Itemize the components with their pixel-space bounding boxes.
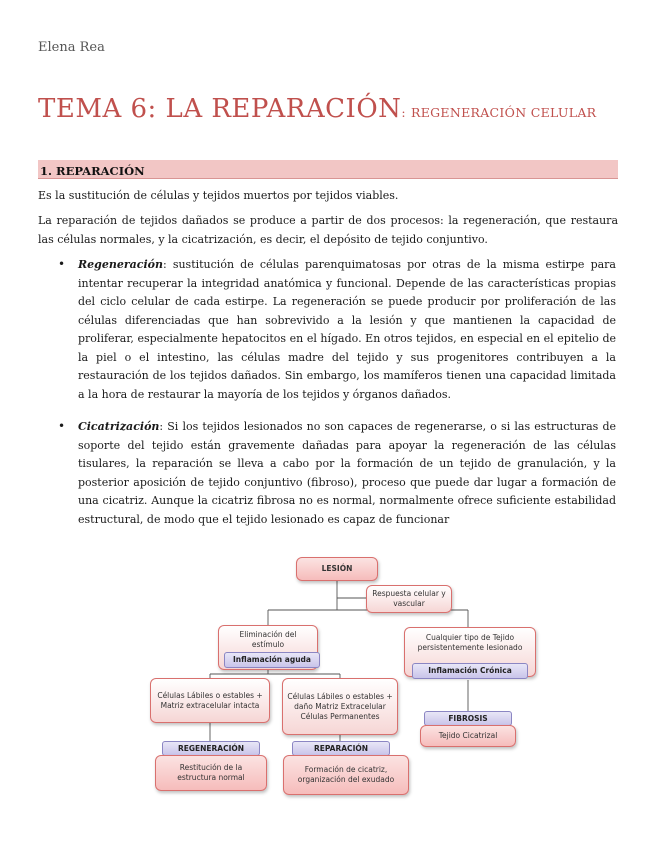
node-lesion: LESIÓN (296, 557, 378, 581)
bullet-icon: • (58, 257, 66, 271)
section-heading: 1. REPARACIÓN (40, 164, 145, 178)
label-fibrosis: FIBROSIS (424, 711, 512, 726)
label-inflamacion-aguda: Inflamación aguda (224, 652, 320, 668)
node-labiles-dano-line2: daño Matriz Extracelular (294, 701, 386, 711)
bullet-cicatrizacion (78, 418, 616, 529)
intro-paragraph-2: La reparación de tejidos dañados se produce a partir de dos procesos: la regeneración, que restaura las células normales, y la cicatrización, es decir, el depósito de tejido conjuntivo. (38, 214, 618, 246)
node-tejido-cicatrizal: Tejido Cicatrizal (420, 725, 516, 747)
bullet-icon: • (58, 419, 66, 433)
node-restitucion: Restitución de la estructura normal (155, 755, 267, 791)
node-labiles-dano-line3: Células Permanentes (300, 711, 380, 721)
label-regeneracion: REGENERACIÓN (162, 741, 260, 756)
title-main: TEMA 6: LA REPARACIÓN (38, 94, 402, 124)
section-heading-bar (38, 160, 618, 179)
title-subtitle: REGENERACIÓN CELULAR (411, 105, 597, 120)
node-cualquier-text: Cualquier tipo de Tejido persistentemente lesionado (417, 633, 523, 652)
bullet-regeneracion (78, 256, 616, 404)
label-reparacion: REPARACIÓN (292, 741, 390, 756)
node-labiles-dano-line1: Células Lábiles o estables + (287, 691, 393, 701)
node-formacion: Formación de cicatriz, organización del exudado (283, 755, 409, 795)
text-cicatrizacion: : Si los tejidos lesionados no son capaces de regenerarse, o si las estructuras de soporte del tejido están gravemente dañadas para apoyar la regeneración de las células tisulares, la reparación se lleva a cabo por la formación de un tejido de granulación, y la posterior aposición de tejido conjuntivo (fibroso), proceso que puede dar lugar a formación de una cicatriz. Aunque la cicatriz fibrosa no es normal, normalmente ofrece suficiente estabilidad estructural, de modo que el tejido lesionado es capaz de funcionar (78, 420, 616, 526)
author-name: Elena Rea (38, 40, 105, 55)
node-eliminacion-text: Eliminación del estímulo (239, 630, 297, 649)
label-inflamacion-cronica: Inflamación Crónica (412, 663, 528, 679)
intro-paragraph-1: Es la sustitución de células y tejidos muertos por tejidos viables. (38, 189, 399, 202)
title-separator: : (401, 105, 406, 120)
node-labiles-intacta: Células Lábiles o estables + Matriz extracelular intacta (150, 678, 270, 723)
text-regeneracion: : sustitución de células parenquimatosas por otras de la misma estirpe para intentar recuperar la integridad anatómica y funcional. Depende de las características propias del ciclo celular de cada estirpe. La regeneración se puede producir por proliferación de las células diferenciadas que han sobrevivido a la lesión y que mantienen la capacidad de proliferar, especialmente hepatocitos en el hígado. En otros tejidos, en especial en el epitelio de la piel o el intestino, las células madre del tejido y sus progenitores contribuyen a la restauración de los tejidos dañados. Sin embargo, los mamíferos tienen una capacidad limitada a la hora de restaurar la mayoría de los tejidos y órganos dañados. (78, 258, 616, 401)
term-regeneracion: Regeneración (78, 258, 163, 271)
page-title (38, 94, 596, 124)
term-cicatrizacion: Cicatrización (78, 420, 160, 433)
node-respuesta: Respuesta celular y vascular (366, 585, 452, 613)
node-labiles-dano (282, 678, 398, 735)
